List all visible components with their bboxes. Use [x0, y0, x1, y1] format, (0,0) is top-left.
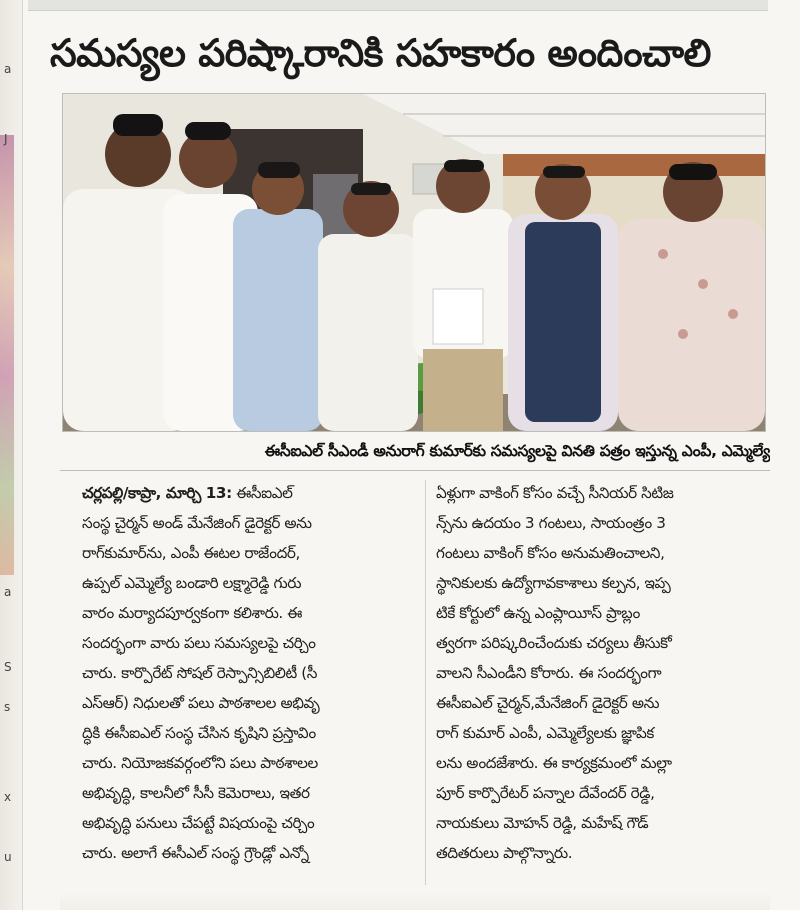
adjacent-column-char: a: [4, 585, 12, 599]
adjacent-column-char: S: [4, 660, 12, 674]
article-line-text: ఈసీఐఎల్: [236, 484, 293, 502]
article-column-right: [436, 478, 774, 868]
adjacent-column-char: u: [4, 850, 12, 864]
adjacent-photo-strip: [0, 135, 14, 575]
article-line: తదితరులు పాల్గొన్నారు.: [436, 844, 573, 862]
article-line: రాగ్ కుమార్ ఎంపీ, ఎమ్మెల్యేలకు జ్ఞాపిక: [436, 724, 654, 742]
caption-rule: [60, 470, 770, 471]
article-line: పూర్ కార్పొరేటర్ పన్నాల దేవేందర్ రెడ్డి,: [436, 784, 655, 802]
article-line: అభివృద్ధి, కాలనీలో సీసీ కెమెరాలు, ఇతర: [82, 784, 310, 802]
article-line-first: [82, 478, 420, 508]
article-line: నాయకులు మోహన్ రెడ్డి, మహేష్ గౌడ్: [436, 814, 649, 832]
article-line: సంస్థ చైర్మన్ అండ్ మేనేజింగ్ డైరెక్టర్ అను: [82, 514, 312, 532]
adjacent-column-char: J: [4, 132, 8, 146]
article-line: సందర్భంగా వారు పలు సమస్యలపై చర్చిం: [82, 634, 316, 652]
article-line: టికే కోర్టులో ఉన్న ఎంప్లాయీస్ ప్రాబ్లం: [436, 604, 640, 622]
article-line: వారం మర్యాదపూర్వకంగా కలిశారు. ఈ: [82, 604, 302, 622]
article-line: చారు. కార్పొరేట్ సోషల్ రెస్పాన్సిబిలిటీ (సీ: [82, 664, 318, 682]
news-photo: [62, 93, 766, 432]
article-line: ఎస్ఆర్) నిధులతో పలు పాఠశాలల అభివృ: [82, 694, 320, 712]
article-line: చారు. నియోజకవర్గంలోని పలు పాఠశాలల: [82, 754, 318, 772]
article-line: లను అందజేశారు. ఈ కార్యక్రమంలో మల్లా: [436, 754, 672, 772]
article-line: న్స్‌ను ఉదయం 3 గంటలు, సాయంత్రం 3: [436, 514, 666, 532]
article-column-left: [82, 478, 420, 868]
article-line: త్వరగా పరిష్కరించేందుకు చర్యలు తీసుకో: [436, 634, 672, 652]
adjacent-column-char: x: [4, 790, 12, 804]
article-line: ద్ధికి ఈసీఐఎల్ సంస్థ చేసిన కృషిని ప్రస్తావిం: [82, 724, 316, 742]
adjacent-column-edge: [0, 0, 23, 910]
article-line: స్థానికులకు ఉద్యోగావకాశాలు కల్పన, ఇప్ప: [436, 574, 671, 592]
article-line: రాగ్‌కుమార్‌ను, ఎంపీ ఈటల రాజేందర్,: [82, 544, 300, 562]
top-rule: [28, 0, 768, 11]
adjacent-column-char: a: [4, 62, 12, 76]
article-line: చారు. అలాగే ఈసీఎల్ సంస్థ గ్రౌండ్లో ఎన్నో: [82, 844, 309, 862]
group-photo-illustration: [63, 94, 765, 431]
article-line: అభివృద్ధి పనులు చేపట్టే విషయంపై చర్చిం: [82, 814, 315, 832]
article-line: వాలని సీఎండీని కోరారు. ఈ సందర్భంగా: [436, 664, 662, 682]
column-divider: [425, 480, 426, 885]
photo-caption: ఈసీఐఎల్ సీఎండీ అనురాగ్ కుమార్‌కు సమస్యలపై వినతి పత్రం ఇస్తున్న ఎంపీ, ఎమ్మెల్యే: [264, 442, 770, 460]
article-line: ఈసీఐఎల్ చైర్మన్,మేనేజింగ్ డైరెక్టర్ అను: [436, 694, 660, 712]
adjacent-column-char: s: [4, 700, 11, 714]
memorandum-paper: [433, 289, 483, 344]
article-line: ఏళ్లుగా వాకింగ్ కోసం వచ్చే సీనియర్ సిటిజ: [436, 484, 674, 502]
article-line: ఉప్పల్ ఎమ్మెల్యే బండారి లక్ష్మారెడ్డి గురు: [82, 574, 302, 592]
dateline: చర్లపల్లి/కాప్రా, మార్చి 13:: [82, 484, 232, 502]
headline: సమస్యల పరిష్కారానికి సహకారం అందించాలి: [50, 31, 711, 75]
bottom-edge: [60, 892, 770, 910]
article-line: గంటలు వాకింగ్ కోసం అనుమతించాలని,: [436, 544, 665, 562]
